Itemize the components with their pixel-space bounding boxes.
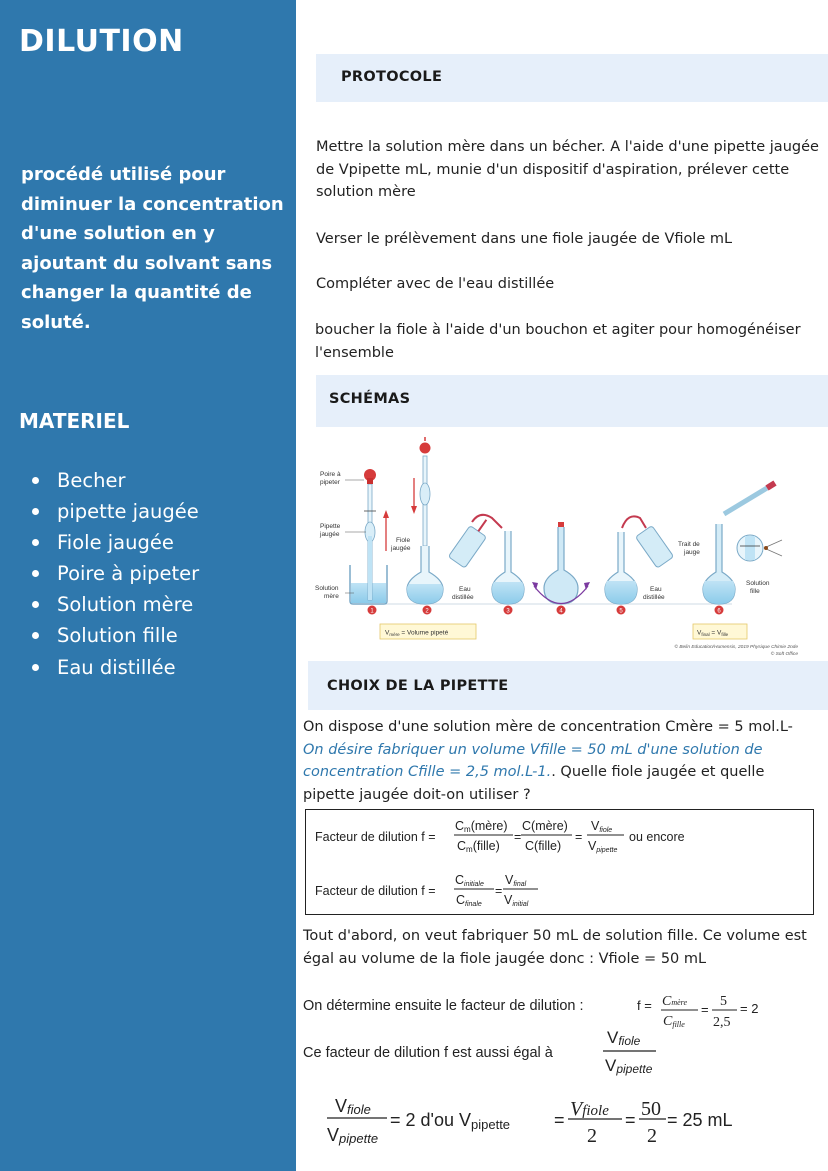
list-item: Becher [32, 465, 199, 496]
fd-den: Cfille [663, 1014, 685, 1029]
formula-box [305, 809, 814, 915]
choix-intro-a: On dispose d'une solution mère de concentration Cmère = 5 mol.L- [303, 719, 793, 735]
list-item: Solution fille [32, 620, 199, 651]
final-result: = 25 mL [667, 1110, 733, 1130]
fd-f: f = [637, 998, 652, 1013]
choix-intro-b: On désire fabriquer un volume Vfille = 50 mL d'une solution de concentration Cfille = 2,5 mol.L-1. [303, 741, 763, 780]
protocole-step-1: Mettre la solution mère dans un bécher. A l'aide d'une pipette jaugée de Vpipette mL, munie d'un dispositif d'aspiration, prélever cette solution mère [316, 139, 819, 200]
step-number: 6 [717, 608, 721, 615]
final-d3: 2 [647, 1125, 657, 1147]
list-item: Fiole jaugée [32, 527, 199, 558]
page-title: DILUTION [19, 24, 184, 59]
formula-svg [306, 810, 815, 916]
final-d2: 2 [587, 1125, 597, 1147]
fd-n2: 5 [720, 994, 727, 1009]
formula1-tail: ou encore [629, 830, 685, 844]
determine-text: On détermine ensuite le facteur de dilution : [303, 998, 584, 1014]
f1-d2: C(fille) [525, 839, 562, 853]
aussi-text: Ce facteur de dilution f est aussi égal à [303, 1045, 553, 1061]
protocole-step-3: Compléter avec de l'eau distillée [316, 276, 555, 292]
f1-eq2: = [575, 830, 583, 844]
step-number: 5 [619, 608, 623, 615]
label-fiole: Fiole jaugée [391, 537, 411, 552]
formula1-label: Facteur de dilution f = [315, 830, 436, 844]
fd-eq1: = [701, 1002, 709, 1017]
sidebar [0, 0, 296, 1171]
definition-text: procédé utilisé pour diminuer la concentration d'une solution en y ajoutant du solvant sans changer la quantité de soluté. [21, 164, 284, 333]
label-trait: Trait de jauge [678, 541, 700, 556]
step-number: 4 [559, 608, 563, 615]
fd-result: = 2 [740, 1001, 759, 1016]
f2-d2: Vinitial [504, 893, 529, 908]
f1-eq1: = [514, 830, 522, 844]
choix-header: CHOIX DE LA PIPETTE [308, 661, 828, 710]
fd-d2: 2,5 [713, 1015, 731, 1030]
step-number: 3 [506, 608, 510, 615]
label-pipette: Pipette jaugée [320, 523, 341, 538]
final-n1: Vfiole [335, 1096, 371, 1117]
label-eau-2: Eau distillée [643, 586, 665, 601]
formula2-label: Facteur de dilution f = [315, 884, 436, 898]
step4-flask [532, 522, 590, 615]
f2-n2: Vfinal [505, 873, 527, 888]
schemas-header: SCHÉMAS [316, 375, 828, 427]
protocole-header: PROTOCOLE [316, 54, 828, 102]
choix-intro-c: . Quelle fiole jaugée et quelle pipette jaugée doit-on utiliser ? [303, 764, 765, 803]
protocole-step-2: Verser le prélèvement dans une fiole jaugée de Vfiole mL [316, 231, 733, 247]
vfinal-label: $V_{final} = V_{fille}$ [697, 629, 729, 637]
protocole-step-4: boucher la fiole à l'aide d'un bouchon et agiter pour homogénéiser l'ensemble [315, 322, 801, 361]
credit-1: © Belin Education/Humensis, 2019 Physique Chimie 2nde [674, 645, 798, 650]
final-d1: Vpipette [327, 1125, 379, 1146]
f1-n1: Cm(mère) [455, 819, 508, 834]
f1-d1: Cm(fille) [457, 839, 500, 854]
final-n3: 50 [641, 1098, 661, 1120]
f1-n3: Vfiole [591, 819, 613, 834]
abord-text: Tout d'abord, on veut fabriquer 50 mL de solution fille. Ce volume est égal au volume de la fiole jaugée donc : Vfiole = 50 mL [303, 928, 807, 967]
label-solution-mere: Solution mère [315, 585, 339, 600]
step-number: 2 [425, 608, 429, 615]
list-item: Eau distillée [32, 652, 199, 683]
final-eq2: = [625, 1110, 636, 1130]
aussi-den: Vpipette [605, 1056, 653, 1076]
label-solution-fille: Solution fille [746, 580, 770, 595]
materiel-title: MATERIEL [19, 409, 130, 433]
step1-beaker [350, 469, 389, 615]
f2-n1: Cinitiale [455, 873, 484, 888]
step2-flask [407, 437, 443, 615]
label-eau-1: Eau distillée [452, 586, 474, 601]
list-item: pipette jaugée [32, 496, 199, 527]
materiel-list [32, 465, 199, 683]
step6-flask [703, 483, 782, 615]
label-poire: Poire à pipeter [320, 471, 341, 486]
step-number: 1 [370, 608, 374, 615]
fd-num: Cmère [662, 994, 688, 1009]
credit-2: © Soft Office [770, 652, 798, 657]
calc-svg [300, 985, 820, 1165]
f1-n2: C(mère) [522, 819, 568, 833]
f1-d3: Vpipette [588, 839, 618, 854]
final-mid: = 2 d'ou Vpipette [390, 1110, 511, 1132]
aussi-num: Vfiole [607, 1028, 641, 1048]
list-item: Poire à pipeter [32, 558, 199, 589]
f2-eq: = [495, 884, 503, 898]
list-item: Solution mère [32, 589, 199, 620]
final-eq1: = [554, 1110, 565, 1130]
final-n2: Vfiole [570, 1098, 609, 1120]
dilution-schema [312, 436, 824, 662]
f2-d1: Cfinale [456, 893, 482, 908]
vmere-label: $V_{mère}$ = Volume pipeté [385, 629, 449, 637]
choix-intro [303, 716, 818, 806]
